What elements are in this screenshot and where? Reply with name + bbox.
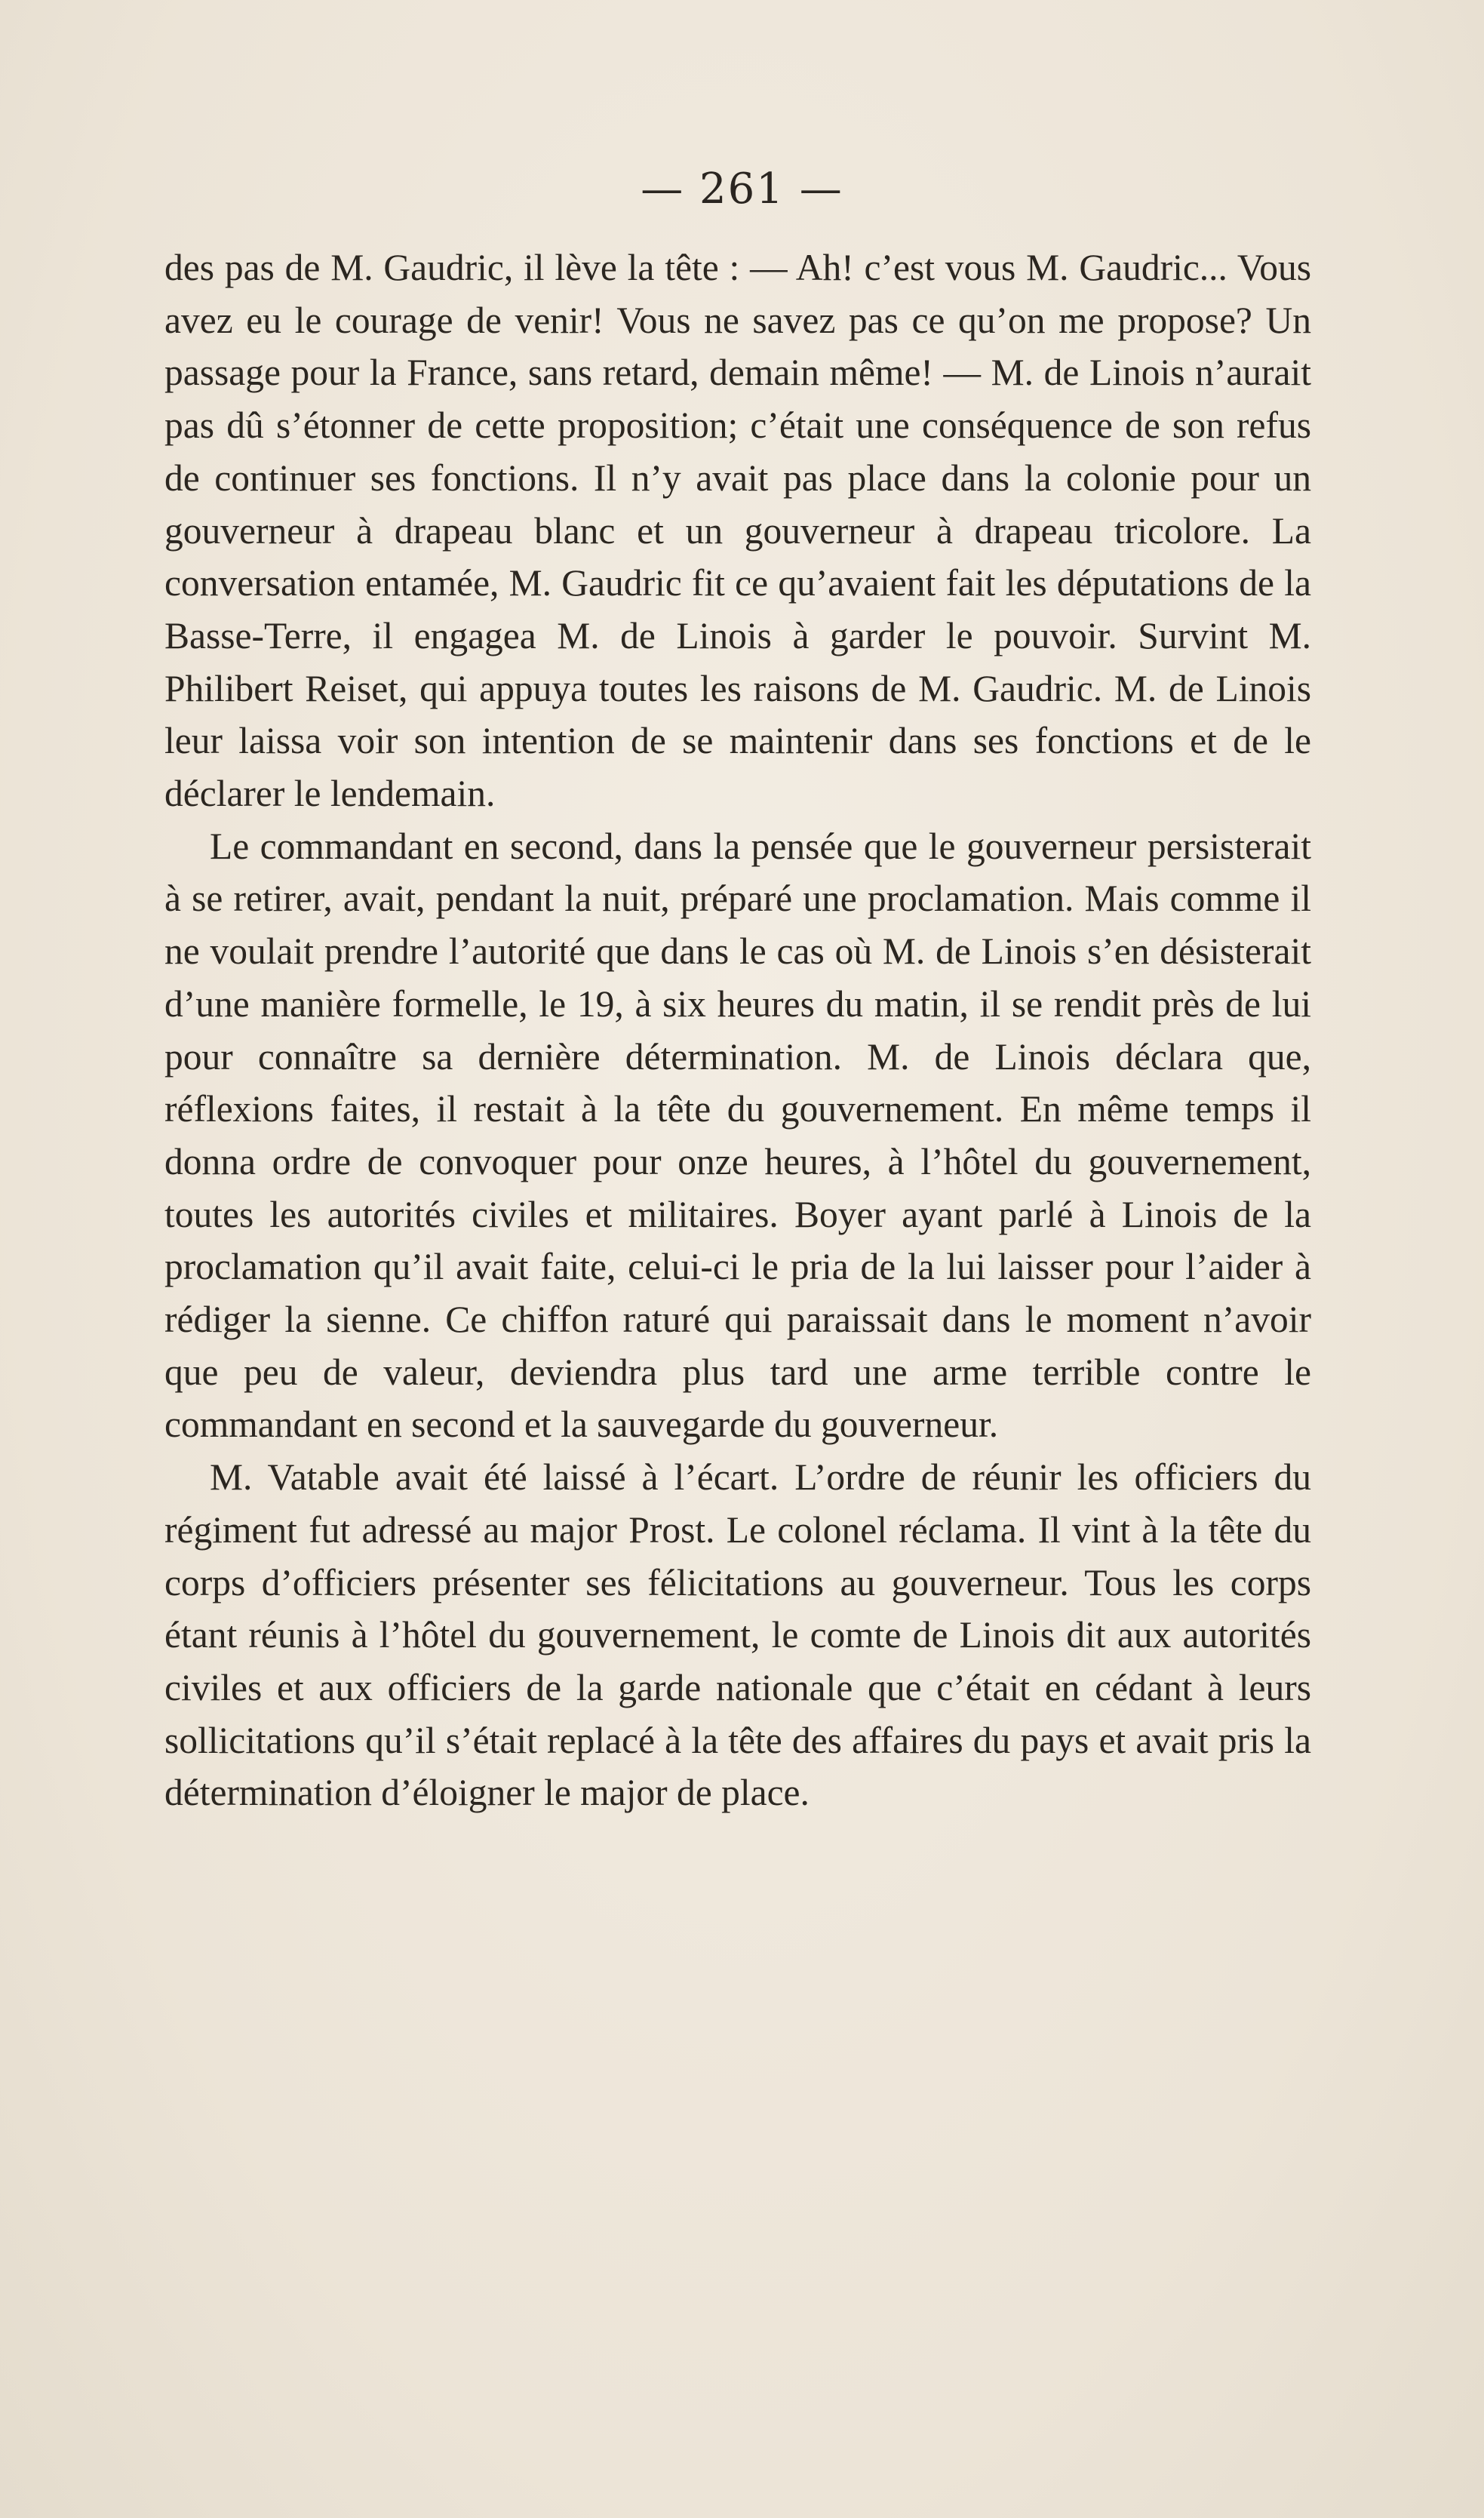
body-text	[164, 241, 1311, 1819]
paragraph-3: M. Vatable avait été laissé à l’écart. L’ordre de réunir les officiers du régiment fut adressé au major Prost. Le colonel réclama. Il vint à la tête du corps d’officiers présenter ses félicitations au gouverneur. Tous les corps étant réunis à l’hôtel du gouvernement, le comte de Linois dit aux autorités civiles et aux officiers de la garde nationale que c’était en cédant à leurs sollicitations qu’il s’était replacé à la tête des affaires du pays et avait pris la détermination d’éloigner le major de place.	[164, 1456, 1311, 1814]
paragraph-1: des pas de M. Gaudric, il lève la tête : — Ah! c’est vous M. Gaudric... Vous avez eu le courage de venir! Vous ne savez pas ce qu’on me propose? Un passage pour la France, sans retard, demain même! — M. de Linois n’aurait pas dû s’étonner de cette proposition; c’était une conséquence de son refus de continuer ses fonctions. Il n’y avait pas place dans la colonie pour un gouverneur à drapeau blanc et un gouverneur à drapeau tricolore. La conversation entamée, M. Gaudric fit ce qu’avaient fait les députations de la Basse-Terre, il engagea M. de Linois à garder le pouvoir. Survint M. Philibert Reiset, qui appuya toutes les raisons de M. Gaudric. M. de Linois leur laissa voir son intention de se maintenir dans ses fonctions et de le déclarer le lendemain.	[164, 247, 1311, 815]
page-number: — 261 —	[641, 164, 843, 214]
paragraph-2: Le commandant en second, dans la pensée que le gouverneur persisterait à se retirer, avait, pendant la nuit, préparé une proclamation. Mais comme il ne voulait prendre l’autorité que dans le cas où M. de Linois s’en désisterait d’une manière formelle, le 19, à six heures du matin, il se rendit près de lui pour connaître sa dernière détermination. M. de Linois déclara que, réflexions faites, il restait à la tête du gouvernement. En même temps il donna ordre de convoquer pour onze heures, à l’hôtel du gouvernement, toutes les autorités civiles et militaires. Boyer ayant parlé à Linois de la proclamation qu’il avait faite, celui-ci le pria de la lui laisser pour l’aider à rédiger la sienne. Ce chiffon raturé qui paraissait dans le moment n’avoir que peu de valeur, deviendra plus tard une arme terrible contre le commandant en second et la sauvegarde du gouverneur.	[164, 825, 1311, 1446]
